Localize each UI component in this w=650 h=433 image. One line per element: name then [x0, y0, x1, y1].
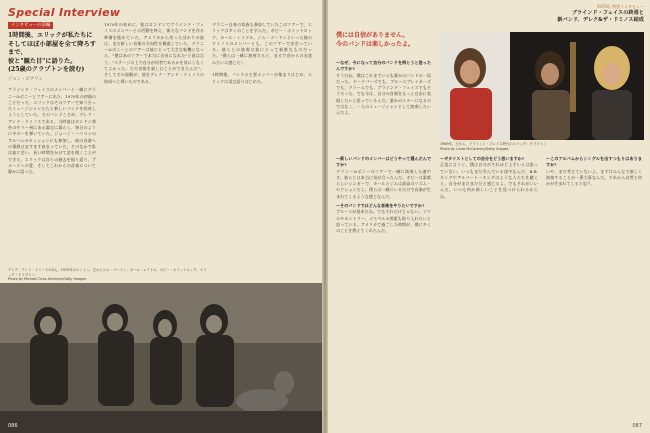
byline: ジョン・ピアソン: [8, 76, 44, 82]
question-4: —ギタリストとしての自分をどう思いますか?: [440, 156, 525, 161]
photo-caption: デレク・アンド・ドミノスの4人。1970年のロンドン。左からジム・ゴードン、カール・レイドル、ボビー・ホイットロック、エリック・クラプトン Photo by Michael Ochs Archives/Getty Images: [8, 268, 207, 282]
right-col3: [546, 156, 642, 418]
question-1: —なぜ、今になって自分のバンドを持とうと思ったんですか?: [336, 60, 431, 72]
body-text-col1: ブラインド・フェイスのメンバーと一緒にデラニー&ボニーとツアーに出た、1970年の初頭のことだった。エリックはそのツアーで知り合ったミュージシャンたちと新しいバンドを結成しようとしていた。そのバンドこそが、デレク・アンド・ドミノスである。当時彼はロンドン郊外のサリー州にある邸宅に暮らし、毎日のようにギターを弾いていた。ジョージ・ハリスンのアルバムのセッションにも参加し、彼の音楽への情熱はますます高まっていた。そのなかで私は彼に会い、長い時間をかけて話を聞くことができた。エリックは自らの過去を振り返り、ブルースへの愛、そしてこれからの音楽について静かに語った。: [8, 87, 96, 175]
section-title: Special Interview: [8, 6, 121, 19]
band-photo-illustration: [0, 283, 322, 433]
interview-tag: インタビューの前編: [8, 22, 53, 29]
page-number-right: 087: [632, 423, 642, 429]
right-col2: [440, 156, 538, 418]
pull-quote: 僕には自信がありません。 今のバンドは楽しかったよ。: [336, 32, 415, 48]
body-text-col2: 1970年の初めに、彼はロンドンでブラインド・フェイスのメンバーとの活動を終え、新たなバンドを作る準備を進めていた。アメリカから戻ったばかりの彼は、まだ新しい音楽の方向性を模索していた。デラニー&ボニーとのツアーは彼にとって大きな転機となった。"僕はあのツアーで本当に自由になれた"と彼は言う。"ステージの上で自分が何者であるかを気にしなくてよかった。ただ音楽を楽しむことができたんだ"。そしてその経験が、彼をデレク・アンド・ドミノスの結成へと導いたのである。: [104, 22, 204, 84]
blind-faith-illustration: [440, 32, 644, 140]
body-text-col3: デラニー自身の家族も参加していたこのツアーで、エリックは多くのことを学んだ。ボビー・ホイットロック、カール・レイドル、ジム・ゴードンといった後のドミノスのメンバーとも、このツアーで出会っている。彼らとの演奏は彼にとって新鮮なものだった。"僕らは一緒に演奏すると、まるで昔からの友達みたいに感じた"。 1時間後、バンドの主要メンバーが集まりはじめ、エリックは再び語りはじめた。: [212, 22, 312, 84]
answer-1: そうだね。僕はこれまでいつも誰かのバンドの一員だった。ヤードバーズでも、ブルースブレイカーズでも、クリームでも、ブラインド・フェイスでもそうだった。でも今は、自分の音楽をもっと自由に表現したいと思っているんだ。誰かのスターになるのではなく、一人のミュージシャンとして演奏したいんだよ。: [336, 72, 431, 116]
answer-3: ブルースが基本だね。でもそれだけじゃない。ソウルやカントリー、ゴスペルの要素も取り入れたいと思っている。アメリカで過ごした時間が、僕に多くのことを教えてくれたんだ。: [336, 209, 431, 234]
running-head-small: 1970年 特別インタビュー: [596, 4, 644, 9]
question-2: —新しいバンドのメンバーはどうやって選んだんですか?: [336, 156, 431, 168]
answer-2: デラニー&ボニーのツアーで一緒に演奏した連中さ。彼らとは本当に気が合ったんだ。ボビーは素晴らしいシンガーで、カールとジムは最高のリズム・セクションだよ。僕らは一緒にいるだけで音楽が生まれてくるような感じなんだ。: [336, 168, 431, 199]
article-headline: 1時間後、エリックが私たちに そしてほぼ小部屋を全て降ろすまで、 彼と"観た目"に語りた。 (25歳のクラプトンを読む): [8, 32, 96, 74]
right-col1: [336, 156, 431, 418]
question-5: —このアルバムからシングルを出すつもりはありますか?: [546, 156, 642, 168]
right-col1-top: [336, 60, 431, 140]
blind-faith-photo: [440, 32, 644, 140]
running-head: [557, 4, 644, 24]
page-number-left: 086: [8, 423, 18, 429]
right-page: [328, 0, 650, 433]
question-3: —そのバンドではどんな音楽をやりたいですか?: [336, 203, 425, 209]
answer-5: いや、まだ考えていないよ。まずはみんなで楽しく演奏することが一番大事なんだ。それから自然と何かが生まれてくると思う。: [546, 168, 642, 187]
left-page: [0, 0, 322, 433]
answer-4: 正直に言うと、僕は自分がそれほど上手いとは思っていない。いつもまだ学んでいる途中なんだ。B.B.キングやアルバート・キングのような人たちを聴くと、自分がまだまだだと感じるよ。でもそれがいいんだ。いつも何か新しいことを見つけられるからね。: [440, 162, 538, 199]
running-head-main: ブラインド・フェイスの終焉と 新バンド、デレク&ザ・ドミノス結成: [557, 10, 644, 23]
right-photo-caption: 1969年、左から、ブラインド・フェイス時代のエリック・クラプトン Photo by Linda McCartney/Getty Images: [440, 142, 547, 151]
band-group-photo: [0, 283, 322, 433]
intro-column: [8, 22, 96, 272]
